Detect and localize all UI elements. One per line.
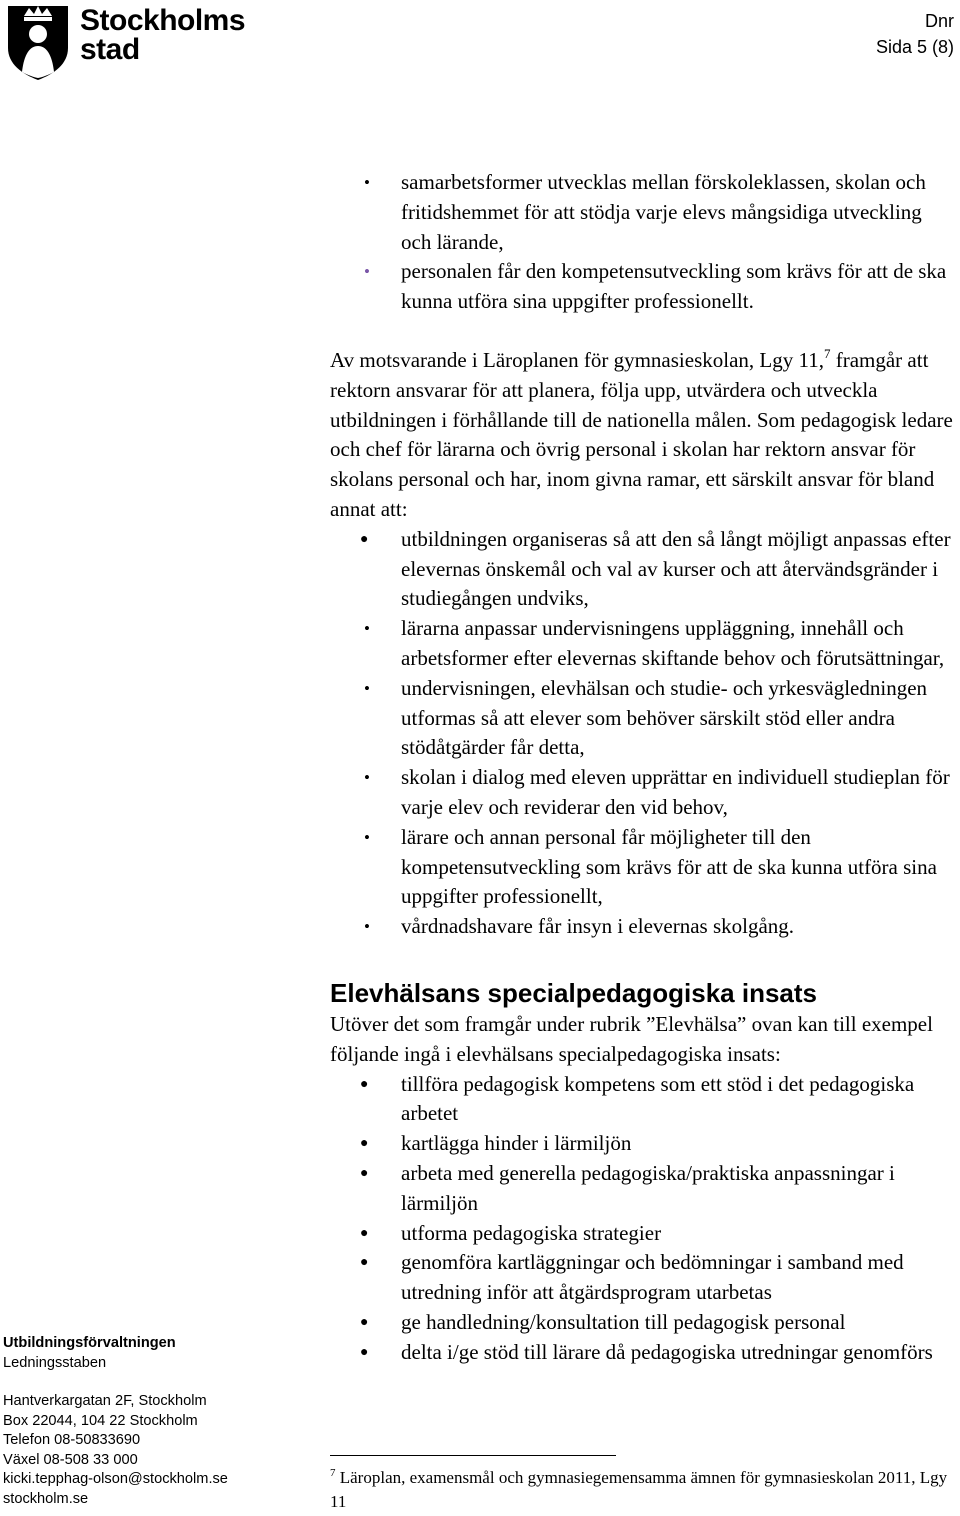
email-address: kicki.tepphag-olson@stockholm.se bbox=[3, 1471, 228, 1487]
page-number: Sida 5 (8) bbox=[875, 37, 954, 57]
footnote-number: 7 bbox=[330, 1467, 336, 1479]
list-item: ● utforma pedagogiska strategier bbox=[330, 1219, 956, 1249]
paragraph-lead: Av motsvarande i Läroplanen för gymnasieskolan, Lgy 11, bbox=[330, 347, 824, 372]
list-item: ● ge handledning/konsultation till pedagogisk personal bbox=[330, 1308, 956, 1338]
contact-sidebar bbox=[3, 1334, 228, 1509]
section-intro: Utöver det som framgår under rubrik ”Elevhälsa” ovan kan till exempel följande ingå i elevhälsans specialpedagogiska insats: bbox=[330, 1011, 933, 1066]
list-item: ● delta i/ge stöd till lärare då pedagogiska utredningar genomförs bbox=[330, 1338, 956, 1368]
list-item: • personalen får den kompetensutveckling som krävs för att de ska kunna utföra sina uppgifter professionellt. bbox=[330, 257, 956, 317]
visiting-address: Hantverkargatan 2F, Stockholm bbox=[3, 1393, 207, 1409]
list-item: • lärarna anpassar undervisningens uppläggning, innehåll och arbetsformer efter elevernas skiftande behov och förutsättningar, bbox=[330, 614, 956, 674]
switchboard-number: Växel 08-508 33 000 bbox=[3, 1451, 138, 1468]
list-item: ● genomföra kartläggningar och bedömningar i samband med utredning inför att åtgärdsprogram utarbetas bbox=[330, 1248, 956, 1308]
list-item: • skolan i dialog med eleven upprättar en individuell studieplan för varje elev och reviderar den vid behov, bbox=[330, 763, 956, 823]
website: stockholm.se bbox=[3, 1490, 89, 1507]
page-info bbox=[876, 8, 954, 60]
list-item: • vårdnadshavare får insyn i elevernas skolgång. bbox=[330, 912, 956, 942]
list-item: ● tillföra pedagogisk kompetens som ett stöd i det pedagogiska arbetet bbox=[330, 1070, 956, 1130]
list-item: • lärare och annan personal får möjligheter till den kompetensutveckling som krävs för att de ska kunna utföra sina uppgifter professionellt, bbox=[330, 823, 956, 912]
logo-line-2: stad bbox=[80, 33, 140, 66]
logo-wordmark bbox=[80, 6, 245, 64]
footnote-reference: 7 bbox=[823, 345, 831, 361]
organization-name: Utbildningsförvaltningen bbox=[3, 1335, 176, 1351]
dnr-label: Dnr bbox=[924, 11, 954, 31]
main-content bbox=[330, 168, 956, 1367]
footnote-text: Läroplan, examensmål och gymnasiegemensamma ämnen för gymnasieskolan 2011, Lgy 11 bbox=[330, 1468, 948, 1511]
specialpedagogisk-bullet-list bbox=[330, 1070, 956, 1368]
rektor-bullet-list bbox=[330, 525, 956, 942]
top-bullet-list bbox=[330, 168, 956, 317]
department-name: Ledningsstaben bbox=[3, 1354, 107, 1371]
list-item: ● utbildningen organiseras så att den så långt möjligt anpassas efter elevernas önskemål och val av kurser och att återvändsgränder i studiegången undviks, bbox=[330, 525, 956, 614]
logo-line-1: Stockholms bbox=[80, 4, 246, 37]
list-item: ● kartlägga hinder i lärmiljön bbox=[330, 1129, 956, 1159]
paragraph-body: framgår att rektorn ansvarar för att planera, följa upp, utvärdera och utveckla utbildningen i förhållande till de nationella målen. Som pedagogisk ledare och chef för lärarna och övrig personal i skolan har rektorn ansvar för skolans personal och har, inom givna ramar, ett särskilt ansvar för bland annat att: bbox=[330, 347, 953, 521]
stockholms-stad-logo bbox=[4, 2, 244, 82]
postal-address: Box 22044, 104 22 Stockholm bbox=[3, 1412, 198, 1429]
phone-number: Telefon 08-50833690 bbox=[3, 1432, 141, 1448]
list-item: • samarbetsformer utvecklas mellan förskoleklassen, skolan och fritidshemmet för att stödja varje elevs mångsidiga utveckling och lärande, bbox=[330, 168, 956, 257]
list-item: ● arbeta med generella pedagogiska/praktiska anpassningar i lärmiljön bbox=[330, 1159, 956, 1219]
city-crest-icon bbox=[4, 2, 72, 80]
footnote bbox=[330, 1466, 956, 1514]
list-item: • undervisningen, elevhälsan och studie- och yrkesvägledningen utformas så att elever som behöver särskilt stöd eller andra stödåtgärder får detta, bbox=[330, 674, 956, 763]
paragraph-rektor-ansvar bbox=[330, 346, 956, 525]
section-heading: Elevhälsans specialpedagogiska insats bbox=[330, 977, 818, 1008]
footnote-divider bbox=[330, 1455, 616, 1456]
